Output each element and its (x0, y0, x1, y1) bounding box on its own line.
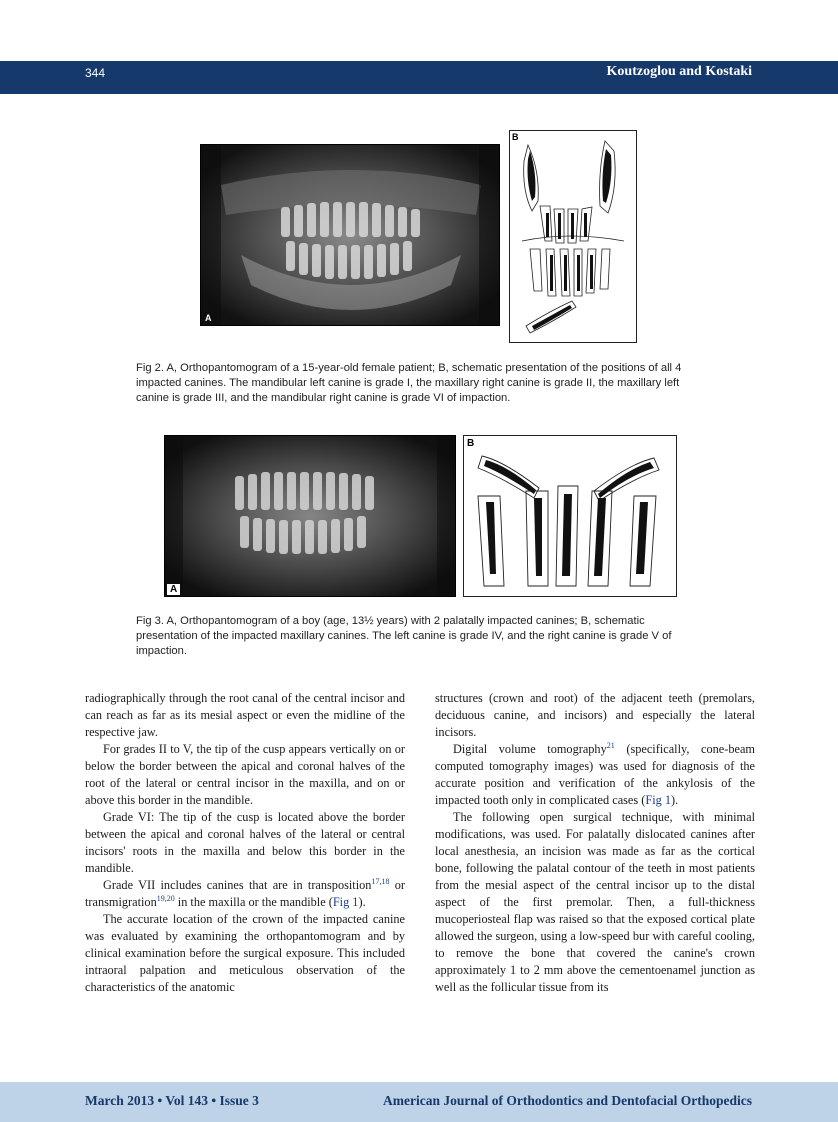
footer-journal: American Journal of Orthodontics and Dentofacial Orthopedics (383, 1093, 752, 1108)
left-paragraph-2: For grades II to V, the tip of the cusp appears vertically on or below the border between the apical and coronal halves of the root of the lateral or central incisor in the maxilla, and on or above this border in the mandible. (85, 742, 405, 807)
fig2-caption: Fig 2. A, Orthopantomogram of a 15-year-old female patient; B, schematic presentation of the positions of all 4 impacted canines. The mandibular left canine is grade I, the maxillary right canine is grade II, the maxillary left canine is grade III, and the mandibular right canine is grade VI of impaction. (136, 362, 682, 404)
running-head-authors: Koutzoglou and Kostaki (606, 64, 752, 79)
fig3-panel-b-label: B (467, 438, 475, 449)
fig2-xray-image (201, 145, 499, 325)
fig1-link-left[interactable]: Fig 1 (332, 895, 359, 909)
citation-17-18[interactable]: 17,18 (371, 877, 390, 886)
p4-text-b: or transmigration (85, 878, 405, 909)
fig3-schematic-drawing (464, 436, 676, 596)
left-paragraph-1: radiographically through the root canal of the central incisor and can reach as far as its mesial aspect or even the midline of the respective jaw. (85, 691, 405, 739)
fig3-orthopantomogram (164, 435, 456, 597)
fig2-schematic (509, 130, 637, 343)
right-paragraph-1: structures (crown and root) of the adjacent teeth (premolars, deciduous canine, and incisors) and especially the lateral incisors. (435, 691, 755, 739)
fig3-caption: Fig 3. A, Orthopantomogram of a boy (age, 13½ years) with 2 palatally impacted canines; B, schematic presentation of the impacted maxillary canines. The left canine is grade IV, and the right canine is grade V of impaction. (136, 615, 672, 657)
fig3-xray-image (165, 436, 455, 596)
p4-text-d: ). (358, 895, 366, 909)
fig3-schematic (463, 435, 677, 597)
p4-text-a: Grade VII includes canines that are in transposition (103, 878, 372, 892)
fig2-orthopantomogram (200, 144, 500, 326)
p2-text-a: Digital volume tomography (453, 742, 607, 756)
right-paragraph-3: The following open surgical technique, with minimal modifications, was used. For palatally dislocated canines after local anesthesia, an incision was made as far as the cortical bone, following the palatal contour of the teeth in most patients from the mesial aspect of the central incisor up to the distal aspect of the first premolar. Then, a full-thickness mucoperiosteal flap was raised so that the exposed cortical plate allowed the surgeon, using a low-speed bur with careful cooling, to remove the bone that covered the canine's crown approximately 1 to 2 mm above the cementoenamel junction as well as the follicular tissue from its (435, 810, 755, 994)
p2-text-b: (specifically, cone-beam computed tomography images) was used for diagnosis of the accurate position and verification of the ankylosis of the impacted tooth only in complicated cases ( (435, 742, 755, 807)
right-paragraph-2 (435, 741, 755, 809)
footer-issue: March 2013 • Vol 143 • Issue 3 (85, 1093, 259, 1108)
fig3-panel-a-label: A (167, 584, 180, 595)
left-paragraph-3: Grade VI: The tip of the cusp is located above the border between the apical and coronal halves of the lateral or central incisors' roots in the maxilla and below this border in the mandible. (85, 810, 405, 875)
left-paragraph-4 (85, 877, 405, 911)
fig1-link-right[interactable]: Fig 1 (645, 793, 671, 807)
fig2-panel-b-label: B (512, 132, 519, 142)
fig2-panel-a-label: A (205, 313, 212, 323)
left-column (85, 690, 405, 996)
p2-text-c: ). (671, 793, 679, 807)
page-number: 344 (85, 66, 106, 80)
left-paragraph-5: The accurate location of the crown of the impacted canine was evaluated by examining the orthopantomogram and by clinical examination before the surgical exposure. This included intraoral palpation and meticulous observation of the characteristics of the anatomic (85, 912, 405, 994)
citation-21[interactable]: 21 (606, 741, 615, 750)
citation-19-20[interactable]: 19,20 (156, 894, 175, 903)
fig2-schematic-drawing (510, 131, 636, 342)
right-column (435, 690, 755, 996)
p4-text-c: in the maxilla or the mandible ( (174, 895, 333, 909)
